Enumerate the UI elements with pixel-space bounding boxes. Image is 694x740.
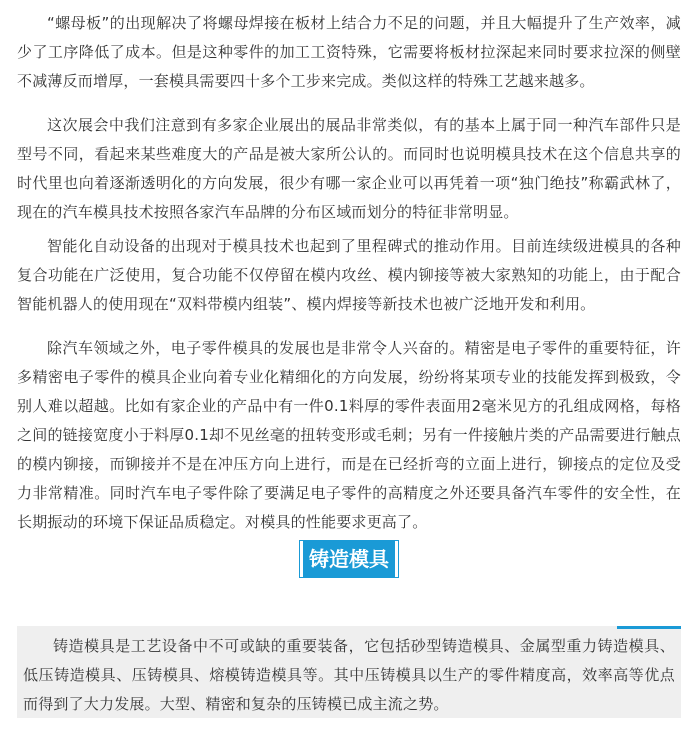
section-heading: 铸造模具 bbox=[300, 541, 398, 577]
paragraph-electronic-molds: 除汽车领域之外，电子零件模具的发展也是非常令人兴奋的。精密是电子零件的重要特征，许多精密电子零件的模具企业向着专业化精细化的方向发展，纷纷将某项专业的技能发挥到极致，令别人难以超越。比如有家企业的产品中有一件0.1料厚的零件表面用2毫米见方的孔组成网格，每格之间的链接宽度小于料厚0.1却不见丝毫的扭转变形或毛刺；另有一件接触片类的产品需要进行触点的模内铆接，而铆接并不是在冲压方向上进行，而是在已经折弯的立面上进行，铆接点的定位及受力非常精准。同时汽车电子零件除了要满足电子零件的高精度之外还要具备汽车零件的安全性，在长期振动的环境下保证品质稳定。对模具的性能要求更高了。 bbox=[17, 339, 681, 531]
callout-top-border-mask bbox=[17, 626, 617, 629]
callout-text: 铸造模具是工艺设备中不可或缺的重要装备，它包括砂型铸造模具、金属型重力铸造模具、低压铸造模具、压铸模具、熔模铸造模具等。其中压铸模具以生产的零件精度高，效率高等优点而得到了大力发展。大型、精密和复杂的压铸模已成主流之势。 bbox=[23, 637, 675, 713]
callout-box bbox=[17, 626, 681, 718]
paragraph-nut-plate: “螺母板”的出现解决了将螺母焊接在板材上结合力不足的问题，并且大幅提升了生产效率，减少了工序降低了成本。但是这种零件的加工工资特殊，它需要将板材拉深起来同时要求拉深的侧壁不减薄反而增厚，一套模具需要四十多个工步来完成。类似这样的特殊工艺越来越多。 bbox=[17, 14, 681, 90]
paragraph-exhibition-trends: 这次展会中我们注意到有多家企业展出的展品非常类似，有的基本上属于同一种汽车部件只是型号不同，看起来某些难度大的产品是被大家所公认的。而同时也说明模具技术在这个信息共享的时代里也向着逐渐透明化的方向发展，很少有哪一家企业可以再凭着一项“独门绝技”称霸武林了，现在的汽车模具技术按照各家汽车品牌的分布区域而划分的特征非常明显。 bbox=[17, 116, 681, 221]
paragraph-automation: 智能化自动设备的出现对于模具技术也起到了里程碑式的推动作用。目前连续级进模具的各种复合功能在广泛使用，复合功能不仅停留在模内攻丝、模内铆接等被大家熟知的功能上，由于配合智能机器人的使用现在“双料带模内组装”、模内焊接等新技术也被广泛地开发和利用。 bbox=[17, 237, 681, 313]
section-heading-container bbox=[17, 541, 681, 577]
